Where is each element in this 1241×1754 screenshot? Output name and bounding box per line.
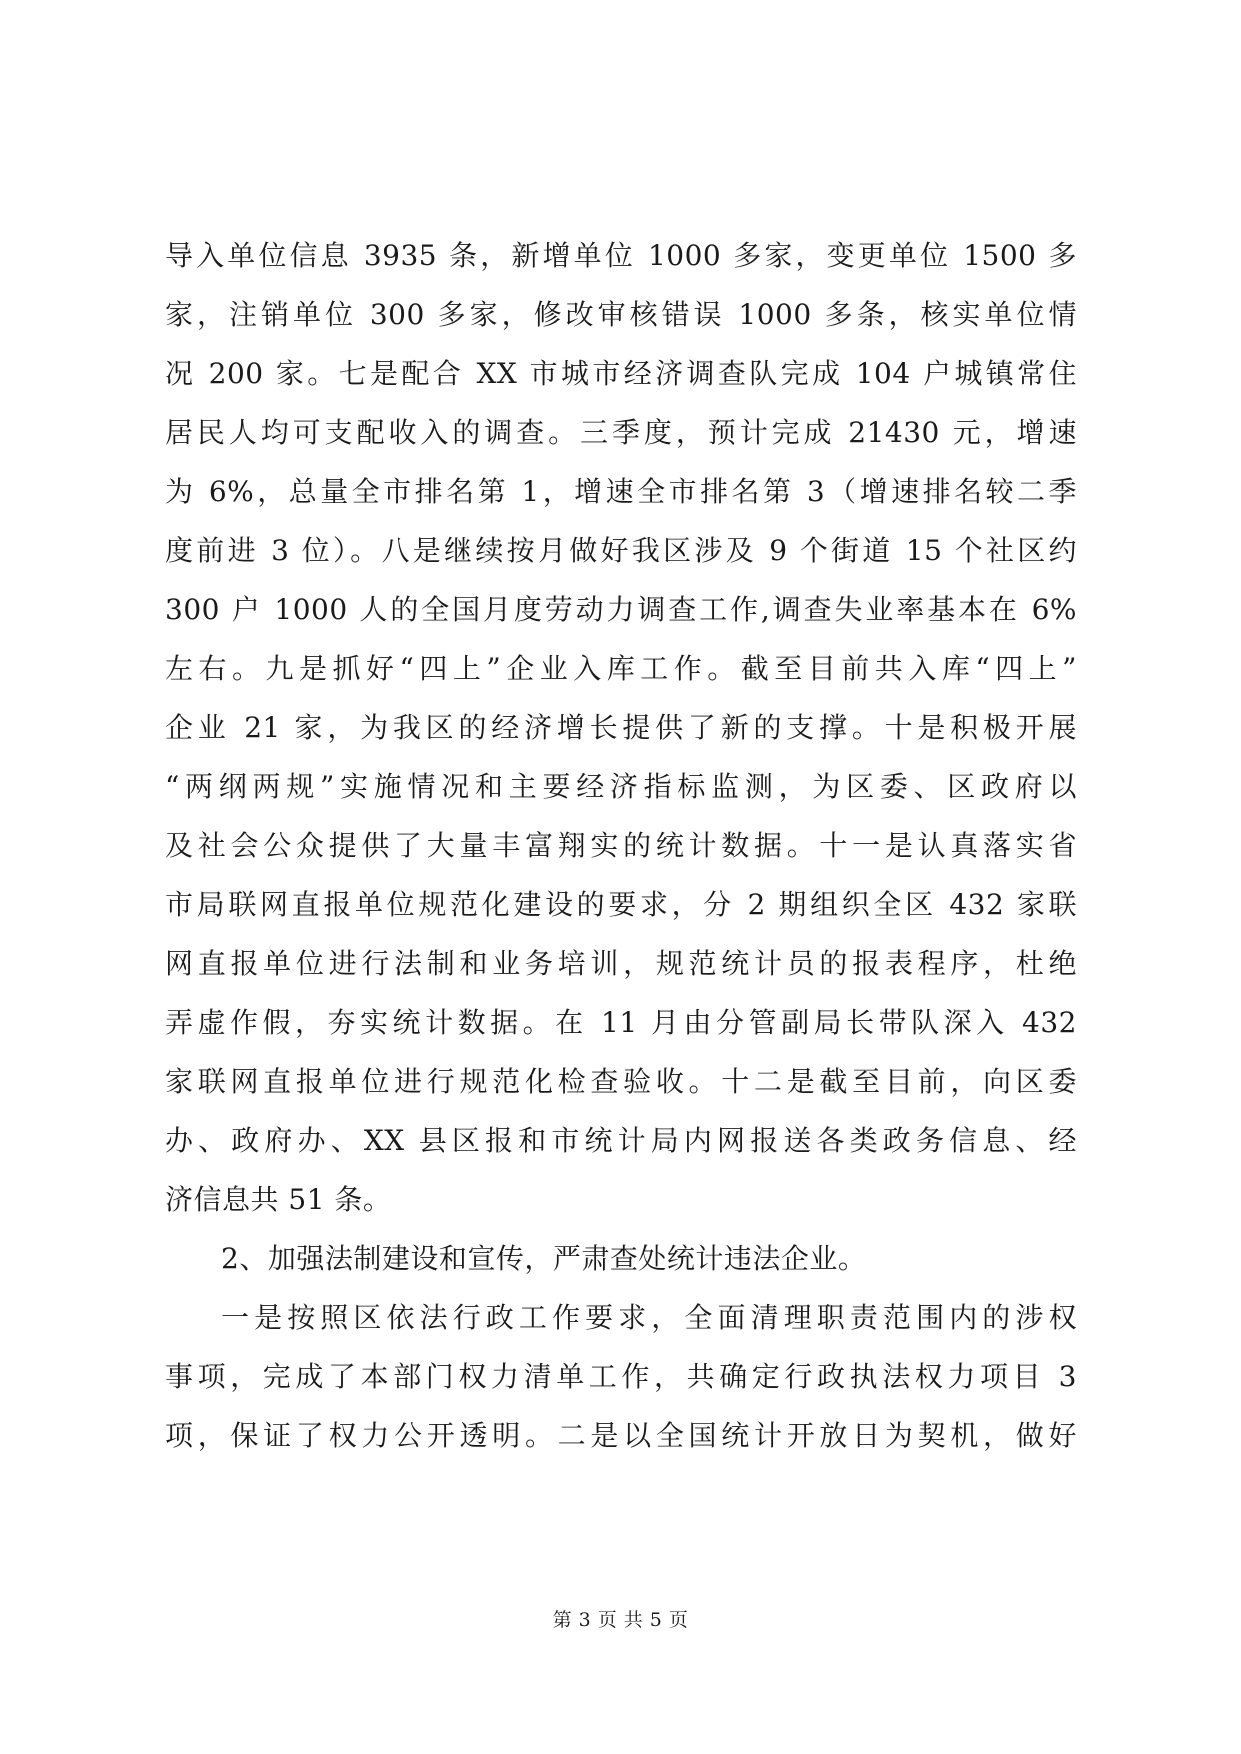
section-heading: 2、加强法制建设和宣传，严肃查处统计违法企业。 [221, 1242, 867, 1275]
body-line: 况 200 家。七是配合 XX 市城市经济调查队完成 104 户城镇常住 [165, 357, 1077, 390]
body-line: 家联网直报单位进行规范化检查验收。十二是截至目前，向区委 [165, 1065, 1077, 1098]
body-line: 家，注销单位 300 多家，修改审核错误 1000 多条，核实单位情 [165, 298, 1077, 331]
body-line: 导入单位信息 3935 条，新增单位 1000 多家，变更单位 1500 多 [165, 239, 1077, 272]
body-line: “两纲两规”实施情况和主要经济指标监测，为区委、区政府以 [165, 770, 1077, 803]
body-line: 企业 21 家，为我区的经济增长提供了新的支撑。十是积极开展 [165, 711, 1077, 744]
body-line: 及社会公众提供了大量丰富翔实的统计数据。十一是认真落实省 [165, 829, 1077, 862]
body-line: 市局联网直报单位规范化建设的要求，分 2 期组织全区 432 家联 [165, 888, 1077, 921]
body-line: 居民人均可支配收入的调查。三季度，预计完成 21430 元，增速 [165, 416, 1077, 449]
body-line: 济信息共 51 条。 [165, 1183, 392, 1216]
body-line: 300 户 1000 人的全国月度劳动力调查工作,调查失业率基本在 6% [165, 593, 1077, 626]
page-number-footer: 第 3 页 共 5 页 [552, 1609, 689, 1631]
body-line: 弄虚作假，夯实统计数据。在 11 月由分管副局长带队深入 432 [165, 1006, 1077, 1039]
section-line: 一是按照区依法行政工作要求，全面清理职责范围内的涉权 [221, 1301, 1077, 1334]
document-body [165, 226, 1077, 1465]
body-line: 网直报单位进行法制和业务培训，规范统计员的报表程序，杜绝 [165, 947, 1077, 980]
body-line: 度前进 3 位）。八是继续按月做好我区涉及 9 个街道 15 个社区约 [165, 534, 1077, 567]
section-line: 项，保证了权力公开透明。二是以全国统计开放日为契机，做好 [165, 1419, 1077, 1452]
section-line: 事项，完成了本部门权力清单工作，共确定行政执法权力项目 3 [165, 1360, 1077, 1393]
body-line: 左右。九是抓好“四上”企业入库工作。截至目前共入库“四上” [165, 652, 1077, 685]
body-line: 办、政府办、XX 县区报和市统计局内网报送各类政务信息、经 [165, 1124, 1077, 1157]
body-line: 为 6%，总量全市排名第 1，增速全市排名第 3（增速排名较二季 [165, 475, 1077, 508]
